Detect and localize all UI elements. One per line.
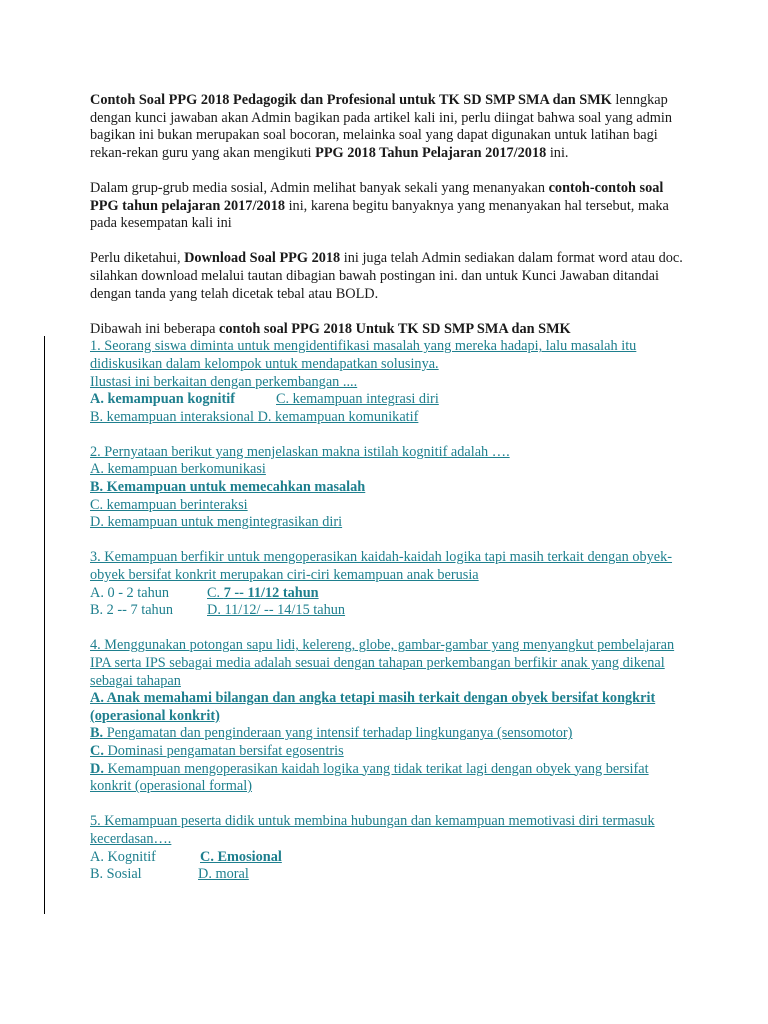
- para3-bold: Download Soal PPG 2018: [184, 250, 341, 267]
- q1-stem[interactable]: 1. Seorang siswa diminta untuk mengidentifikasi masalah yang mereka hadapi, lalu masalah itu didiskusikan dalam kelompok untuk mendapatkan solusinya.: [90, 338, 637, 372]
- intro-paragraph: [90, 92, 690, 162]
- q3-option-b[interactable]: B. 2 -- 7 tahun: [90, 602, 173, 619]
- q3-options-row2[interactable]: [90, 602, 690, 620]
- intro-bold: PPG 2018 Tahun Pelajaran 2017/2018: [315, 144, 547, 161]
- document-body: [90, 92, 690, 884]
- para2-text2: ini, karena begitu banyaknya yang menanyakan hal tersebut, maka pada kesempatan kali ini: [90, 197, 669, 232]
- q5-stem[interactable]: 5. Kemampuan peserta didik untuk membina hubungan dan kemampuan memotivasi diri termasuk kecerdasan….: [90, 813, 655, 847]
- q2-option-d[interactable]: D. kemampuan untuk mengintegrasikan diri: [90, 514, 343, 531]
- paragraph-3: [90, 250, 690, 303]
- q4-option-b[interactable]: [90, 725, 690, 743]
- q3-option-c-prefix[interactable]: C.: [207, 584, 224, 601]
- q3-options-row1[interactable]: [90, 585, 690, 603]
- para3-text2: ini juga telah Admin sediakan dalam format word atau doc. silahkan download melalui tautan dibagian bawah postingan ini. dan untuk Kunci Jawaban ditandai dengan tanda yang telah dicetak tebal atau BOLD.: [90, 250, 683, 302]
- q4-option-a-text[interactable]: A. Anak memahami bilangan dan angka tetapi masih terkait dengan obyek bersifat kongkrit (operasional konkrit): [90, 690, 656, 724]
- q4-option-c-text[interactable]: Dominasi pengamatan bersifat egosentris: [103, 742, 344, 759]
- q1-option-d[interactable]: D. kemampuan komunikatif: [257, 408, 419, 425]
- para3-text1: Perlu diketahui,: [90, 250, 185, 267]
- para2-text1: Dalam grup-grub media sosial, Admin melihat banyak sekali yang menanyakan: [90, 179, 549, 196]
- q2-stem[interactable]: 2. Pernyataan berikut yang menjelaskan makna istilah kognitif adalah ….: [90, 443, 510, 460]
- q3-option-c[interactable]: 7 -- 11/12 tahun: [223, 584, 319, 601]
- q5-option-b[interactable]: B. Sosial: [90, 866, 142, 883]
- q5-options-row2[interactable]: [90, 866, 690, 884]
- intro-end: ini.: [546, 144, 569, 161]
- q5-options-row1[interactable]: [90, 849, 690, 867]
- q3-option-d[interactable]: D. 11/12/ -- 14/15 tahun: [207, 602, 346, 619]
- q1-option-b[interactable]: B. kemampuan interaksional: [90, 408, 254, 425]
- q4-option-d-label[interactable]: D.: [90, 760, 104, 777]
- para4-bold: contoh soal PPG 2018 Untuk TK SD SMP SMA dan SMK: [219, 320, 571, 337]
- q1-option-c[interactable]: C. kemampuan integrasi diri: [276, 391, 439, 408]
- q1-stem-2[interactable]: Ilustasi ini berkaitan dengan perkembangan ....: [90, 373, 358, 390]
- q1-option-a[interactable]: A. kemampuan kognitif: [90, 391, 235, 408]
- q4-option-a[interactable]: [90, 690, 690, 725]
- intro-title: Contoh Soal PPG 2018 Pedagogik dan Profesional untuk TK SD SMP SMA dan SMK: [90, 92, 612, 108]
- q2-option-b-text[interactable]: B. Kemampuan untuk memecahkan masalah: [90, 479, 366, 496]
- q2-option-b[interactable]: [90, 479, 690, 497]
- q4-option-c-label[interactable]: C.: [90, 742, 104, 759]
- margin-change-bar: [44, 336, 45, 914]
- q5-option-c[interactable]: C. Emosional: [200, 848, 282, 865]
- q4-option-d-text[interactable]: Kemampuan mengoperasikan kaidah logika yang tidak terikat lagi dengan obyek yang bersifat konkrit (operasional formal): [90, 760, 649, 795]
- intro-text: lenngkap dengan kunci jawaban akan Admin bagikan pada artikel kali ini, perlu diingat bahwa soal yang admin bagikan ini bukan merupakan soal bocoran, melainka soal yang dapat digunakan untuk latihan bagi rekan-rekan guru yang akan mengikuti: [90, 92, 673, 161]
- q1-options-row2[interactable]: [90, 409, 690, 427]
- para2-bold: contoh-contoh soal PPG tahun pelajaran 2017/2018: [90, 179, 664, 214]
- q3-option-a[interactable]: A. 0 - 2 tahun: [90, 584, 170, 601]
- q5-option-d[interactable]: D. moral: [198, 866, 249, 883]
- q2-option-c[interactable]: C. kemampuan berinteraksi: [90, 496, 248, 513]
- para4-text1: Dibawah ini beberapa: [90, 320, 220, 337]
- q4-option-c[interactable]: [90, 743, 690, 761]
- q1-options-row1[interactable]: [90, 391, 690, 409]
- q5-option-a[interactable]: A. Kognitif: [90, 848, 156, 865]
- paragraph-4: [90, 321, 690, 339]
- q4-option-b-label[interactable]: B.: [90, 725, 104, 742]
- q4-option-b-text[interactable]: Pengamatan dan penginderaan yang intensif terhadap lingkunganya (sensomotor): [103, 725, 573, 742]
- q3-stem[interactable]: 3. Kemampuan berfikir untuk mengoperasikan kaidah-kaidah logika tapi masih terkait dengan obyek-obyek bersifat konkrit merupakan ciri-ciri kemampuan anak berusia: [90, 549, 673, 584]
- paragraph-2: [90, 180, 690, 233]
- q4-stem[interactable]: 4. Menggunakan potongan sapu lidi, kelereng, globe, gambar-gambar yang menyangkut pembelajaran IPA serta IPS sebagai media adalah sesuai dengan tahapan perkembangan berfikir anak yang dikenal sebagai tahapan: [90, 637, 675, 689]
- q2-option-a[interactable]: A. kemampuan berkomunikasi: [90, 461, 266, 478]
- q4-option-d[interactable]: [90, 761, 690, 796]
